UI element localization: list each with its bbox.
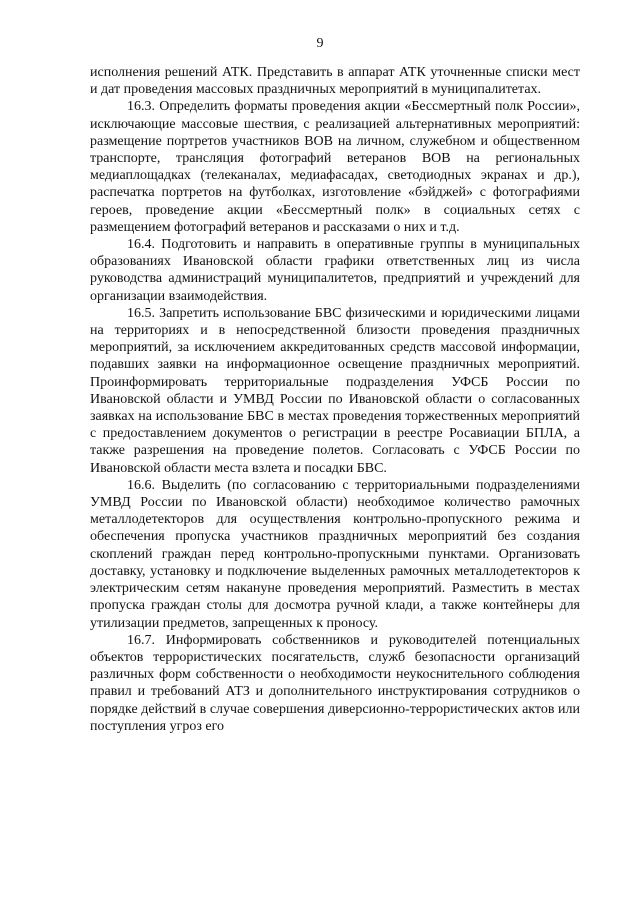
page-number: 9 [316, 36, 324, 51]
paragraph-16-6: 16.6. Выделить (по согласованию с территориальными подразделениями УМВД России по Ивановской области) необходимое количество рамочных металлодетекторов для осуществления контрольно-пропускного режима и обеспечения пропуска участников праздничных мероприятий без создания скоплений граждан перед контрольно-пропускными пунктами. Организовать доставку, установку и подключение выделенных рамочных металлодетекторов к электрическим сетям накануне проведения мероприятий. Разместить в местах пропуска граждан столы для досмотра ручной клади, а также контейнеры для утилизации предметов, запрещенных к проносу. [90, 477, 580, 631]
paragraph-16-4: 16.4. Подготовить и направить в оперативные группы в муниципальных образованиях Ивановской области графики ответственных лиц из числа руководства администраций муниципалитетов, предприятий и учреждений для организации взаимодействия. [90, 237, 580, 304]
document-body [90, 64, 580, 735]
paragraph-16-3: 16.3. Определить форматы проведения акции «Бессмертный полк России», исключающие массовые шествия, с реализацией альтернативных мероприятий: размещение портретов участников ВОВ на личном, служебном и общественном транспорте, трансляция фотографий ветеранов ВОВ на региональных медиаплощадках (телеканалах, медиафасадах, светодиодных экранах и др.), распечатка портретов на футболках, изготовление «бэйджей» с фотографиями героев, проведение акции «Бессмертный полк» в социальных сетях с размещением фотографий ветеранов и рассказами о них и т.д. [90, 99, 580, 235]
paragraph-continuation: исполнения решений АТК. Представить в аппарат АТК уточненные списки мест и дат проведения массовых праздничных мероприятий в муниципалитетах. [90, 65, 580, 98]
paragraph-16-7: 16.7. Информировать собственников и руководителей потенциальных объектов террористических посягательств, служб безопасности организаций различных форм собственности о необходимости неукоснительного соблюдения правил и требований АТЗ и дополнительного инструктирования сотрудников о порядке действий в случае совершения диверсионно-террористических актов или поступления угроз его [90, 632, 580, 734]
paragraph-16-5: 16.5. Запретить использование БВС физическими и юридическими лицами на территориях и в непосредственной близости проведения праздничных мероприятий, за исключением аккредитованных средств массовой информации, подавших заявки на информационное освещение праздничных мероприятий. Проинформировать территориальные подразделения УФСБ России по Ивановской области и УМВД России по Ивановской области о согласованных заявках на использование БВС в местах проведения торжественных мероприятий с предоставлением документов о регистрации в реестре Росавиации БПЛА, а также разрешения на проведение полетов. Согласовать с УФСБ России по Ивановской области места взлета и посадки БВС. [90, 305, 580, 476]
